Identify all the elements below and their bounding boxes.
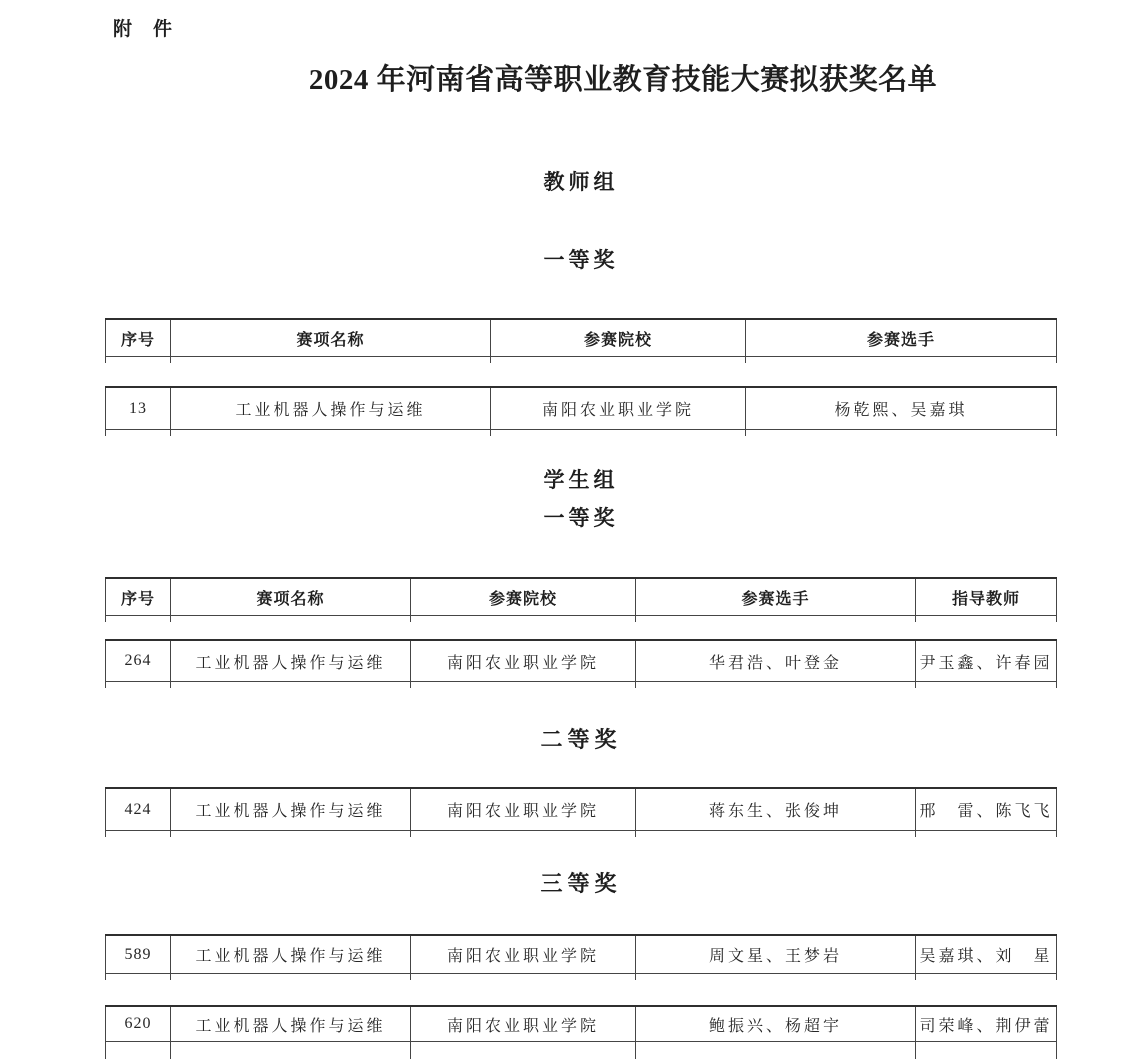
cell-event: 工业机器人操作与运维 bbox=[171, 1006, 411, 1042]
cell-contestants: 蒋东生、张俊坤 bbox=[636, 788, 916, 831]
header-cell-index: 序号 bbox=[106, 319, 171, 357]
page-title: 2024 年河南省高等职业教育技能大赛拟获奖名单 bbox=[308, 64, 938, 96]
header-cell-contestants: 参赛选手 bbox=[636, 578, 916, 616]
cell-advisors: 邢 雷、陈飞飞 bbox=[916, 788, 1057, 831]
cell-advisors: 司荣峰、荆伊蕾 bbox=[916, 1006, 1057, 1042]
header-cell-event: 赛项名称 bbox=[171, 319, 491, 357]
cell-event: 工业机器人操作与运维 bbox=[171, 788, 411, 831]
page-break-row-stub bbox=[106, 1042, 1057, 1059]
table-header-row bbox=[106, 578, 1057, 616]
attachment-label: 附 件 bbox=[113, 19, 174, 40]
table-row bbox=[106, 935, 1057, 974]
cell-advisors: 吴嘉琪、刘 星 bbox=[916, 935, 1057, 974]
cell-index: 620 bbox=[106, 1006, 171, 1042]
header-cell-school: 参赛院校 bbox=[491, 319, 746, 357]
header-cell-index: 序号 bbox=[106, 578, 171, 616]
cell-index: 424 bbox=[106, 788, 171, 831]
prize-heading-student-second: 二等奖 bbox=[540, 727, 622, 752]
cell-school: 南阳农业职业学院 bbox=[411, 788, 636, 831]
group-heading-student: 学生组 bbox=[543, 469, 619, 492]
header-cell-event: 赛项名称 bbox=[171, 578, 411, 616]
header-cell-advisors: 指导教师 bbox=[916, 578, 1057, 616]
page-break-row-stub bbox=[106, 357, 1057, 364]
cell-school: 南阳农业职业学院 bbox=[411, 640, 636, 682]
cell-school: 南阳农业职业学院 bbox=[491, 387, 746, 430]
table-row bbox=[106, 640, 1057, 682]
header-cell-school: 参赛院校 bbox=[411, 578, 636, 616]
cell-school: 南阳农业职业学院 bbox=[411, 1006, 636, 1042]
cell-index: 589 bbox=[106, 935, 171, 974]
table-header-row bbox=[106, 319, 1057, 357]
cell-index: 264 bbox=[106, 640, 171, 682]
page-break-row-stub bbox=[106, 831, 1057, 838]
page-break-row-stub bbox=[106, 430, 1057, 437]
cell-index: 13 bbox=[106, 387, 171, 430]
student-first-prize-table bbox=[105, 639, 1057, 688]
page-break-row-stub bbox=[106, 616, 1057, 623]
table-row bbox=[106, 387, 1057, 430]
group-heading-teacher: 教师组 bbox=[543, 171, 619, 194]
cell-advisors: 尹玉鑫、许春园 bbox=[916, 640, 1057, 682]
page-break-row-stub bbox=[106, 974, 1057, 981]
cell-contestants: 华君浩、叶登金 bbox=[636, 640, 916, 682]
cell-event: 工业机器人操作与运维 bbox=[171, 387, 491, 430]
prize-heading-student-third: 三等奖 bbox=[540, 871, 622, 896]
table-row bbox=[106, 788, 1057, 831]
cell-contestants: 鲍振兴、杨超宇 bbox=[636, 1006, 916, 1042]
cell-school: 南阳农业职业学院 bbox=[411, 935, 636, 974]
student-third-prize-table-row1 bbox=[105, 934, 1057, 980]
cell-contestants: 杨乾熙、吴嘉琪 bbox=[746, 387, 1057, 430]
cell-contestants: 周文星、王梦岩 bbox=[636, 935, 916, 974]
cell-event: 工业机器人操作与运维 bbox=[171, 640, 411, 682]
student-third-prize-table-row2 bbox=[105, 1005, 1057, 1059]
cell-event: 工业机器人操作与运维 bbox=[171, 935, 411, 974]
prize-heading-student-first: 一等奖 bbox=[543, 507, 619, 530]
student-second-prize-table bbox=[105, 787, 1057, 837]
student-table-header bbox=[105, 577, 1057, 622]
table-row bbox=[106, 1006, 1057, 1042]
teacher-table-header bbox=[105, 318, 1057, 363]
header-cell-contestants: 参赛选手 bbox=[746, 319, 1057, 357]
page-break-row-stub bbox=[106, 682, 1057, 689]
prize-heading-teacher-first: 一等奖 bbox=[543, 249, 619, 272]
teacher-table-body bbox=[105, 386, 1057, 436]
